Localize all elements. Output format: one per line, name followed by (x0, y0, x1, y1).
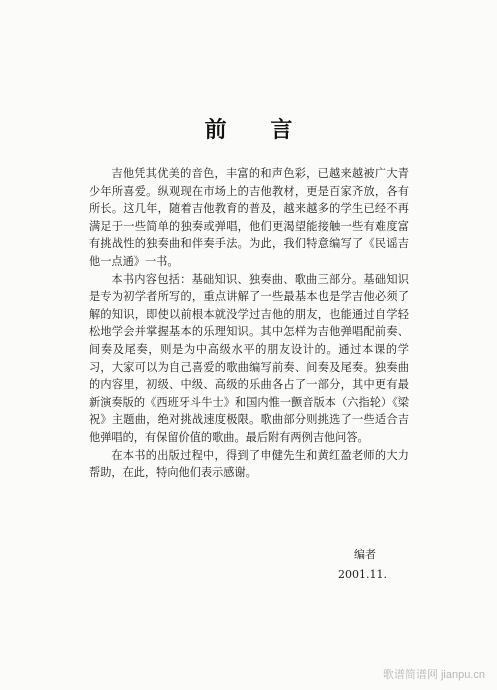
page-title: 前 言 (204, 117, 311, 143)
preface-body (89, 165, 409, 482)
paragraph-contents: 本书内容包括：基础知识、独奏曲、歌曲三部分。基础知识是专为初学者所写的，重点讲解了一些最基本也是学吉他必须了解的知识，即使以前根本就没学过吉他的朋友，也能通过自学轻松地学会并掌握基本的乐理知识。其中怎样为吉他弹唱配前奏、间奏及尾奏，则是为中高级水平的朋友设计的。通过本课的学习，大家可以为自己喜爱的歌曲编写前奏、间奏及尾奏。独奏曲的内容里，初级、中级、高级的乐曲各占了一部分，其中更有最新演奏版的《西班牙斗牛士》和国内惟一颤音版本（六指轮）《梁祝》主题曲，绝对挑战速度极限。歌曲部分则挑选了一些适合吉他弹唱的，有保留价值的歌曲。最后附有两例吉他问答。 (89, 272, 409, 444)
signature-date: 2001.11. (338, 568, 387, 581)
signature-author: 编者 (354, 548, 376, 561)
signature-block (338, 545, 387, 585)
paragraph-thanks: 在本书的出版过程中，得到了申健先生和黄红盈老师的大力帮助，在此，特向他们表示感谢。 (89, 448, 409, 480)
paragraph-intro: 吉他凭其优美的音色，丰富的和声色彩，已越来越被广大青少年所喜爱。纵观现在市场上的吉他教材，更是百家齐放，各有所长。这几年，随着吉他教育的普及，越来越多的学生已经不再满足于一些简单的独奏或弹唱，他们更渴望能接触一些有难度富有挑战性的独奏曲和伴奏手法。为此，我们特意编写了《民谣吉他一点通》一书。 (89, 167, 409, 268)
site-watermark: 歌谱简谱网 jianpu.cn (382, 669, 485, 681)
